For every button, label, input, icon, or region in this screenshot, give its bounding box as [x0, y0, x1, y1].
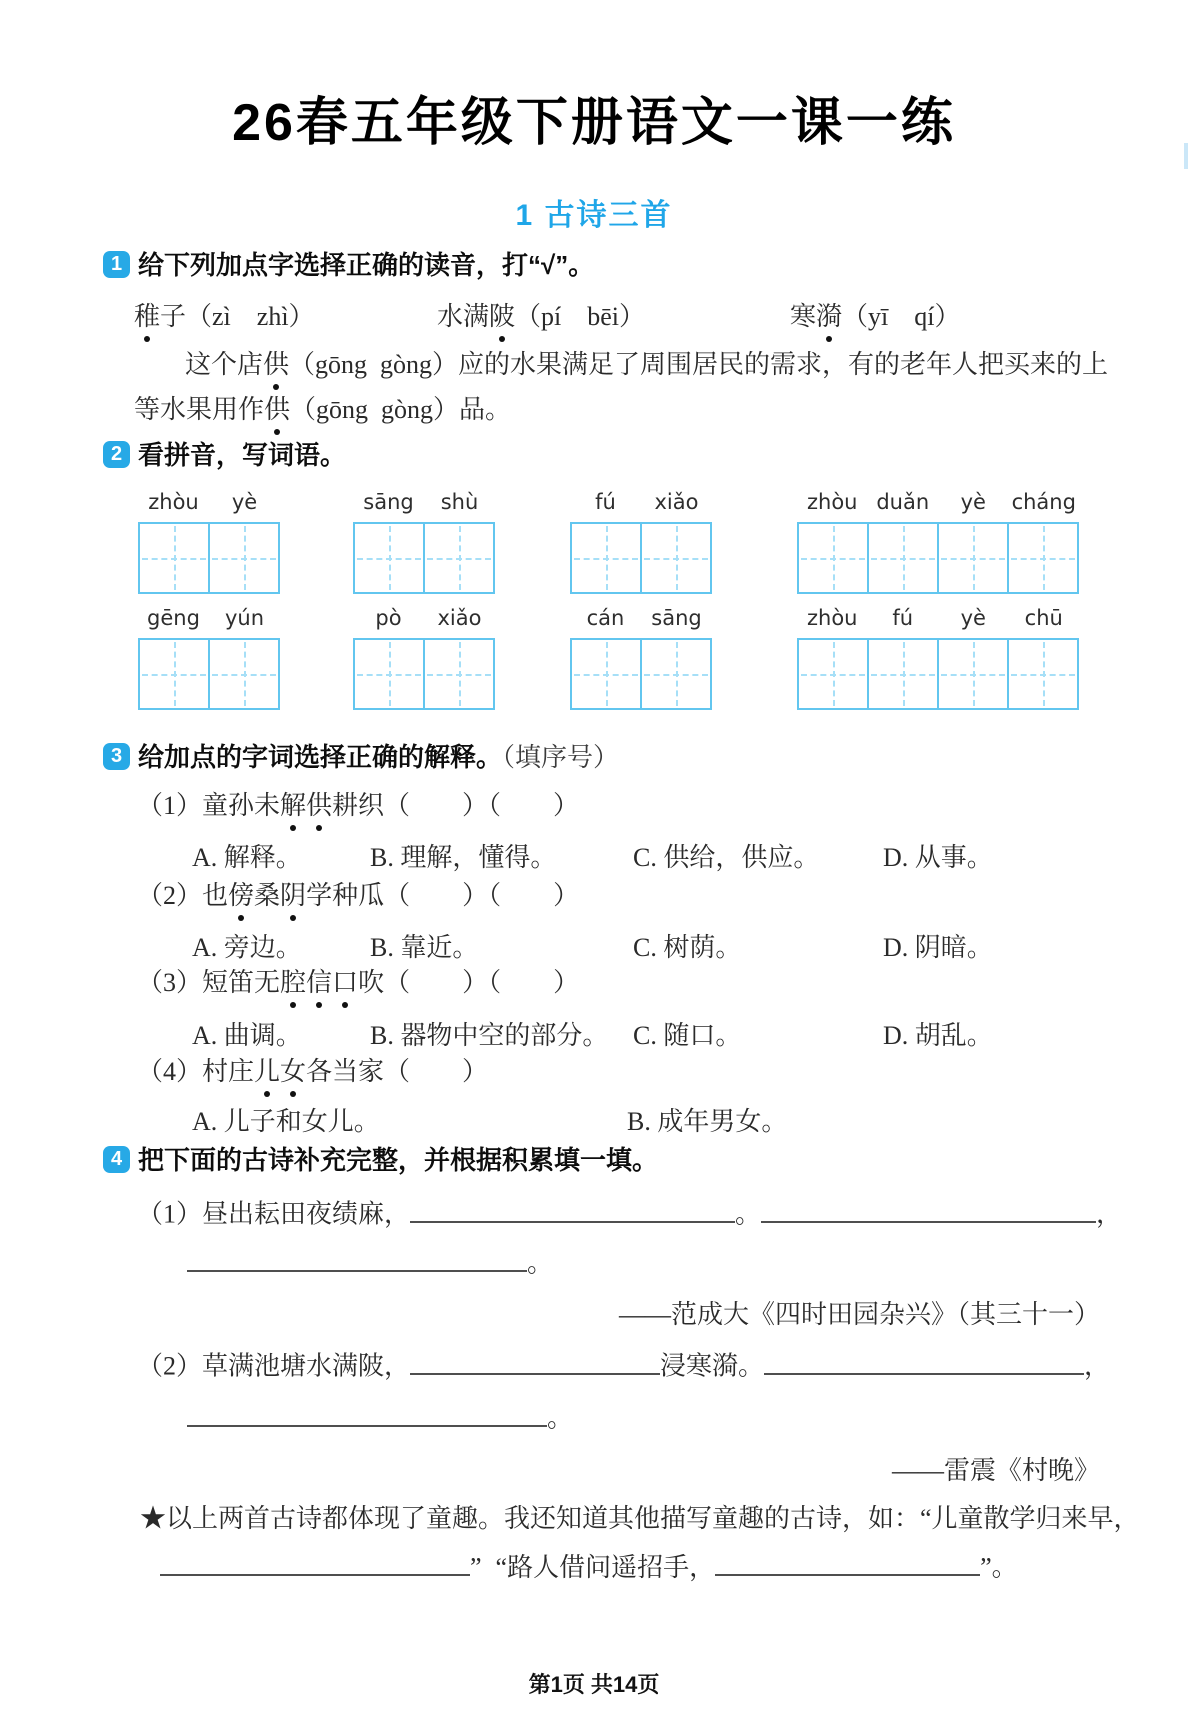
- writing-grid-group: [797, 490, 1079, 594]
- option-c: C. 树荫。: [633, 933, 742, 962]
- writing-cell[interactable]: [1009, 524, 1077, 592]
- q3-item-3-stem: （3）短笛无腔信口吹（ ）（ ）: [137, 968, 580, 997]
- question-1-badge: [103, 251, 130, 278]
- emphasized-char: 女: [280, 1057, 307, 1086]
- supply-paragraph-line-2: 等水果用作供（gōng gòng）品。: [134, 395, 512, 424]
- writing-cell[interactable]: [799, 640, 869, 708]
- answer-blank[interactable]: [715, 1547, 980, 1576]
- answer-blank[interactable]: [160, 1547, 470, 1576]
- pinyin-label: zhòu: [807, 606, 858, 630]
- poem-1-line-2: [187, 1243, 553, 1280]
- pinyin-label: sāng: [363, 490, 414, 514]
- emphasized-char: 腔: [280, 968, 307, 997]
- emphasized-char: 阴: [280, 881, 307, 910]
- pinyin-label: yún: [224, 606, 265, 630]
- writing-cell[interactable]: [642, 524, 710, 592]
- punctuation: 。: [547, 1403, 574, 1433]
- option-b: B. 器物中空的部分。: [370, 1021, 609, 1050]
- star-note-line: ★以上两首古诗都体现了童趣。我还知道其他描写童趣的古诗，如：“儿童散学归来早，: [140, 1504, 1140, 1533]
- poem-2-line-1: [137, 1346, 1110, 1383]
- writing-grid: [797, 638, 1079, 710]
- writing-grid: [570, 522, 712, 594]
- writing-grid-group: [353, 490, 495, 594]
- question-4-header: 把下面的古诗补充完整，并根据积累填一填。: [138, 1145, 659, 1175]
- option-a: A. 儿子和女儿。: [192, 1107, 380, 1136]
- writing-grid-group: [797, 606, 1079, 710]
- pinyin-row: [797, 490, 1079, 522]
- poem-1-lead: （1）昼出耘田夜绩麻，: [137, 1199, 411, 1229]
- writing-grid-group: [353, 606, 495, 710]
- q3-item-2-stem: （2）也傍桑阴学种瓜（ ）（ ）: [137, 881, 580, 910]
- writing-grid: [138, 638, 280, 710]
- phonetic-word-2: 水满陂（pí bēi）: [437, 302, 646, 331]
- emphasized-char: 供: [264, 395, 291, 424]
- question-1-header: 给下列加点字选择正确的读音，打“√”。: [138, 250, 595, 280]
- option-b: B. 靠近。: [370, 933, 479, 962]
- writing-grid-group: [138, 490, 280, 594]
- emphasized-char: 供: [306, 791, 333, 820]
- pinyin-row: [353, 606, 495, 638]
- page-footer: 第1页 共14页: [528, 1672, 660, 1697]
- option-c: C. 随口。: [633, 1021, 742, 1050]
- emphasized-char: 陂: [489, 302, 516, 331]
- pinyin-row: [138, 490, 280, 522]
- writing-cell[interactable]: [140, 640, 210, 708]
- writing-cell[interactable]: [355, 524, 425, 592]
- writing-grid: [570, 638, 712, 710]
- pinyin-label: cháng: [1011, 490, 1076, 514]
- option-a: A. 曲调。: [192, 1021, 302, 1050]
- writing-cell[interactable]: [572, 640, 642, 708]
- option-d: D. 阴暗。: [883, 933, 993, 962]
- writing-cell[interactable]: [939, 640, 1009, 708]
- emphasized-char: 信: [306, 968, 333, 997]
- writing-cell[interactable]: [210, 524, 278, 592]
- pinyin-label: fú: [595, 490, 616, 514]
- punctuation: ，: [1096, 1199, 1123, 1229]
- punctuation: ，: [1084, 1351, 1111, 1381]
- pinyin-row: [353, 490, 495, 522]
- writing-cell[interactable]: [425, 640, 493, 708]
- writing-cell[interactable]: [210, 640, 278, 708]
- writing-cell[interactable]: [869, 524, 939, 592]
- question-3-header: [138, 742, 619, 773]
- poem-2-mid: 浸寒漪。: [660, 1351, 765, 1381]
- writing-grid: [353, 638, 495, 710]
- question-3-number: 3: [110, 745, 123, 767]
- quote-end: ”。: [980, 1552, 1018, 1582]
- question-2-badge: [103, 441, 130, 468]
- option-b: B. 成年男女。: [627, 1107, 788, 1136]
- poem-2-attribution: ——雷震《村晚》: [891, 1456, 1100, 1485]
- pinyin-label: cán: [586, 606, 625, 630]
- writing-cell[interactable]: [799, 524, 869, 592]
- q3-item-4-stem: （4）村庄儿女各当家（ ）: [137, 1057, 489, 1086]
- pinyin-row: [797, 606, 1079, 638]
- q3-item-3-options: [0, 1015, 1188, 1049]
- pinyin-label: yè: [231, 490, 258, 514]
- phonetic-word-1: 稚子（zì zhì）: [134, 302, 315, 331]
- emphasized-char: 稚: [134, 302, 161, 331]
- question-4-number: 4: [110, 1148, 123, 1170]
- emphasized-char: 解: [280, 791, 307, 820]
- option-a: A. 解释。: [192, 843, 302, 872]
- pinyin-label: shù: [440, 490, 479, 514]
- emphasized-char: 供: [263, 350, 290, 379]
- pinyin-row: [138, 606, 280, 638]
- pinyin-label: yè: [960, 606, 986, 630]
- pinyin-label: sāng: [651, 606, 702, 630]
- quote-open-phrase: “路人借问遥招手，: [495, 1552, 716, 1582]
- option-a: A. 旁边。: [192, 933, 302, 962]
- writing-grid: [797, 522, 1079, 594]
- pinyin-row: [570, 490, 712, 522]
- page-title: 26春五年级下册语文一课一练: [232, 94, 956, 152]
- q3-item-4-options: [0, 1101, 1188, 1135]
- poem-2-line-2: [187, 1398, 573, 1435]
- question-2-number: 2: [110, 443, 123, 465]
- writing-cell[interactable]: [355, 640, 425, 708]
- pinyin-label: xiǎo: [654, 490, 699, 514]
- emphasized-char: 儿: [254, 1057, 281, 1086]
- writing-grid: [138, 522, 280, 594]
- pinyin-label: zhòu: [807, 490, 858, 514]
- writing-cell[interactable]: [140, 524, 210, 592]
- answer-blank[interactable]: [410, 1346, 660, 1375]
- poem-1-line-1: [137, 1194, 1122, 1231]
- punctuation: 。: [527, 1248, 554, 1278]
- question-1-number: 1: [110, 253, 123, 275]
- poem-2-lead: （2）草满池塘水满陂，: [137, 1351, 411, 1381]
- supply-paragraph-line-1: 这个店供（gōng gòng）应的水果满足了周围居民的需求，有的老年人把买来的上: [185, 350, 1109, 379]
- pinyin-label: chū: [1024, 606, 1063, 630]
- pinyin-row: [570, 606, 712, 638]
- q3-item-1-stem: （1）童孙未解供耕织（ ）（ ）: [137, 791, 580, 820]
- pinyin-label: duǎn: [876, 490, 930, 514]
- writing-grid-group: [138, 606, 280, 710]
- phonetic-word-3: 寒漪（yī qí）: [790, 302, 961, 331]
- emphasized-char: 傍: [228, 881, 255, 910]
- option-b: B. 理解，懂得。: [370, 843, 557, 872]
- q3-item-2-options: [0, 927, 1188, 961]
- question-4-badge: [103, 1146, 130, 1173]
- question-3-badge: [103, 743, 130, 770]
- pinyin-label: pò: [375, 606, 402, 630]
- answer-blank[interactable]: [187, 1243, 527, 1272]
- pinyin-label: zhòu: [148, 490, 199, 514]
- writing-cell[interactable]: [1009, 640, 1077, 708]
- writing-cell[interactable]: [572, 524, 642, 592]
- emphasized-char: 漪: [816, 302, 843, 331]
- pinyin-label: yè: [960, 490, 986, 514]
- option-d: D. 从事。: [883, 843, 993, 872]
- option-c: C. 供给，供应。: [633, 843, 820, 872]
- emphasized-char: 口: [332, 968, 359, 997]
- answer-blank[interactable]: [187, 1398, 547, 1427]
- poem-1-attribution: ——范成大《四时田园杂兴》（其三十一）: [618, 1300, 1100, 1329]
- writing-grid-group: [570, 490, 712, 594]
- punctuation: 。: [735, 1199, 762, 1229]
- writing-grid-group: [570, 606, 712, 710]
- lesson-subtitle: 1 古诗三首: [515, 199, 673, 232]
- star-answer-line: [160, 1547, 1018, 1584]
- writing-cell[interactable]: [869, 640, 939, 708]
- q3-item-1-options: [0, 837, 1188, 871]
- answer-blank[interactable]: [764, 1346, 1084, 1375]
- writing-cell[interactable]: [939, 524, 1009, 592]
- pinyin-label: fú: [892, 606, 914, 630]
- question-2-header: 看拼音，写词语。: [138, 440, 347, 470]
- pinyin-label: xiǎo: [437, 606, 482, 630]
- answer-blank[interactable]: [761, 1194, 1096, 1223]
- pinyin-label: gēng: [147, 606, 200, 630]
- question-3-header-text: 给加点的字词选择正确的解释。: [138, 742, 503, 772]
- answer-blank[interactable]: [410, 1194, 735, 1223]
- writing-cell[interactable]: [425, 524, 493, 592]
- writing-grid: [353, 522, 495, 594]
- question-3-note: （填序号）: [502, 743, 620, 772]
- quote-close: ”: [470, 1552, 482, 1582]
- option-d: D. 胡乱。: [883, 1021, 993, 1050]
- writing-cell[interactable]: [642, 640, 710, 708]
